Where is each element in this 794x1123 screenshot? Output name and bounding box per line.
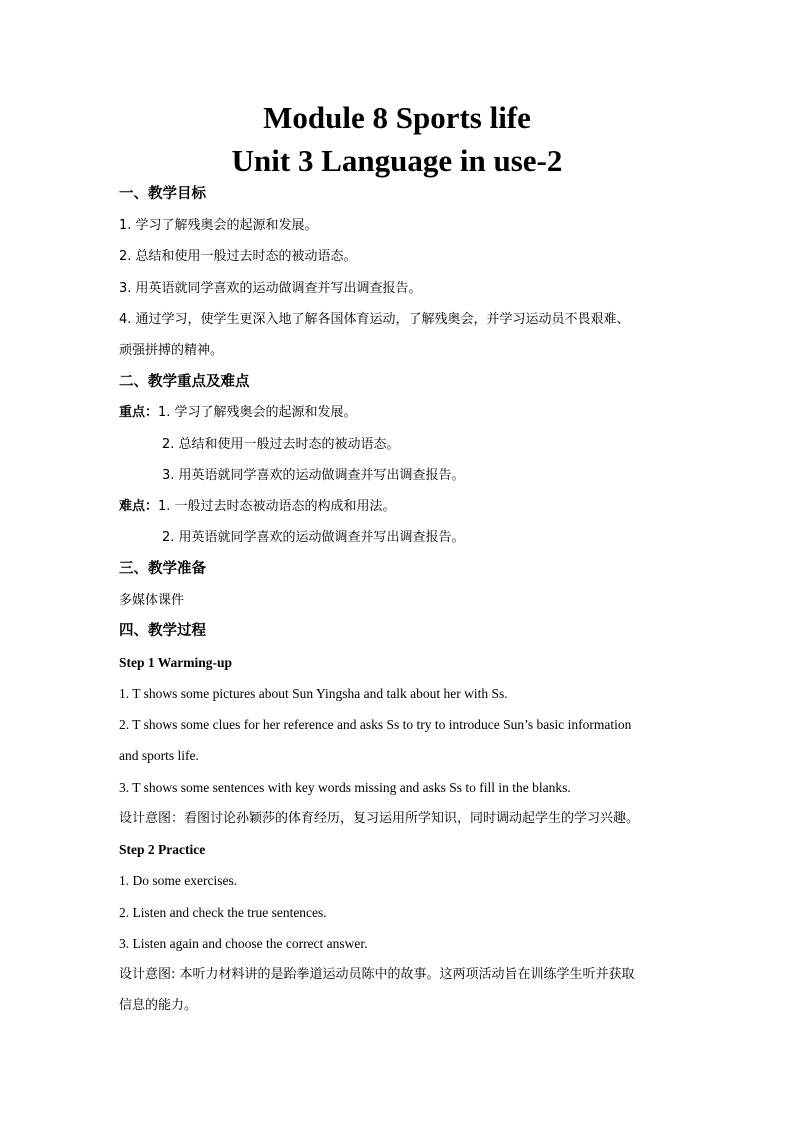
document-title-unit: Unit 3 Language in use-2 bbox=[231, 143, 563, 178]
objective-item-2: 2. 总结和使用一般过去时态的被动语态。 bbox=[119, 249, 357, 264]
objective-item-3: 3. 用英语就同学喜欢的运动做调查并写出调查报告。 bbox=[119, 281, 422, 296]
step2-item-2: 2. Listen and check the true sentences. bbox=[119, 905, 327, 920]
step2-intent: 设计意图: 本听力材料讲的是跆拳道运动员陈中的故事。这两项活动旨在训练学生听并获取 bbox=[119, 967, 635, 982]
difficult-point-item-1: 1. 一般过去时态被动语态的构成和用法。 bbox=[158, 499, 396, 514]
objective-item-4: 4. 通过学习，使学生更深入地了解各国体育运动，了解残奥会，并学习运动员不畏艰难、 bbox=[119, 312, 630, 327]
difficult-point-label: 难点： bbox=[119, 499, 159, 514]
step1-title: Step 1 Warming-up bbox=[119, 655, 233, 670]
step1-item-2-continued: and sports life. bbox=[119, 748, 199, 763]
difficult-point-row-1 bbox=[119, 497, 396, 517]
key-point-item-3: 3. 用英语就同学喜欢的运动做调查并写出调查报告。 bbox=[162, 468, 465, 483]
document-title-module: Module 8 Sports life bbox=[263, 100, 531, 135]
step1-item-2: 2. T shows some clues for her reference and asks Ss to try to introduce Sun’s basic information bbox=[119, 717, 632, 732]
step2-intent-continued: 信息的能力。 bbox=[119, 998, 198, 1013]
objective-item-4-continued: 顽强拼搏的精神。 bbox=[119, 343, 224, 358]
step1-intent: 设计意图：看图讨论孙颖莎的体育经历，复习运用所学知识，同时调动起学生的学习兴趣。 bbox=[119, 811, 640, 826]
section-heading-preparation: 三、教学准备 bbox=[119, 561, 206, 577]
section-heading-process: 四、教学过程 bbox=[119, 623, 206, 639]
step2-item-3: 3. Listen again and choose the correct answer. bbox=[119, 936, 368, 951]
section-heading-key-points: 二、教学重点及难点 bbox=[119, 374, 250, 390]
preparation-text: 多媒体课件 bbox=[119, 593, 185, 608]
step1-item-1: 1. T shows some pictures about Sun Yingsha and talk about her with Ss. bbox=[119, 686, 508, 701]
section-heading-objectives: 一、教学目标 bbox=[119, 186, 206, 202]
key-point-row-1 bbox=[119, 403, 357, 423]
objective-item-1: 1. 学习了解残奥会的起源和发展。 bbox=[119, 218, 318, 233]
key-point-item-1: 1. 学习了解残奥会的起源和发展。 bbox=[158, 405, 357, 420]
key-point-item-2: 2. 总结和使用一般过去时态的被动语态。 bbox=[162, 437, 400, 452]
step2-item-1: 1. Do some exercises. bbox=[119, 873, 238, 888]
step1-item-3: 3. T shows some sentences with key words missing and asks Ss to fill in the blanks. bbox=[119, 780, 571, 795]
difficult-point-item-2: 2. 用英语就同学喜欢的运动做调查并写出调查报告。 bbox=[162, 530, 465, 545]
step2-title: Step 2 Practice bbox=[119, 842, 206, 857]
key-point-label: 重点： bbox=[119, 405, 159, 420]
